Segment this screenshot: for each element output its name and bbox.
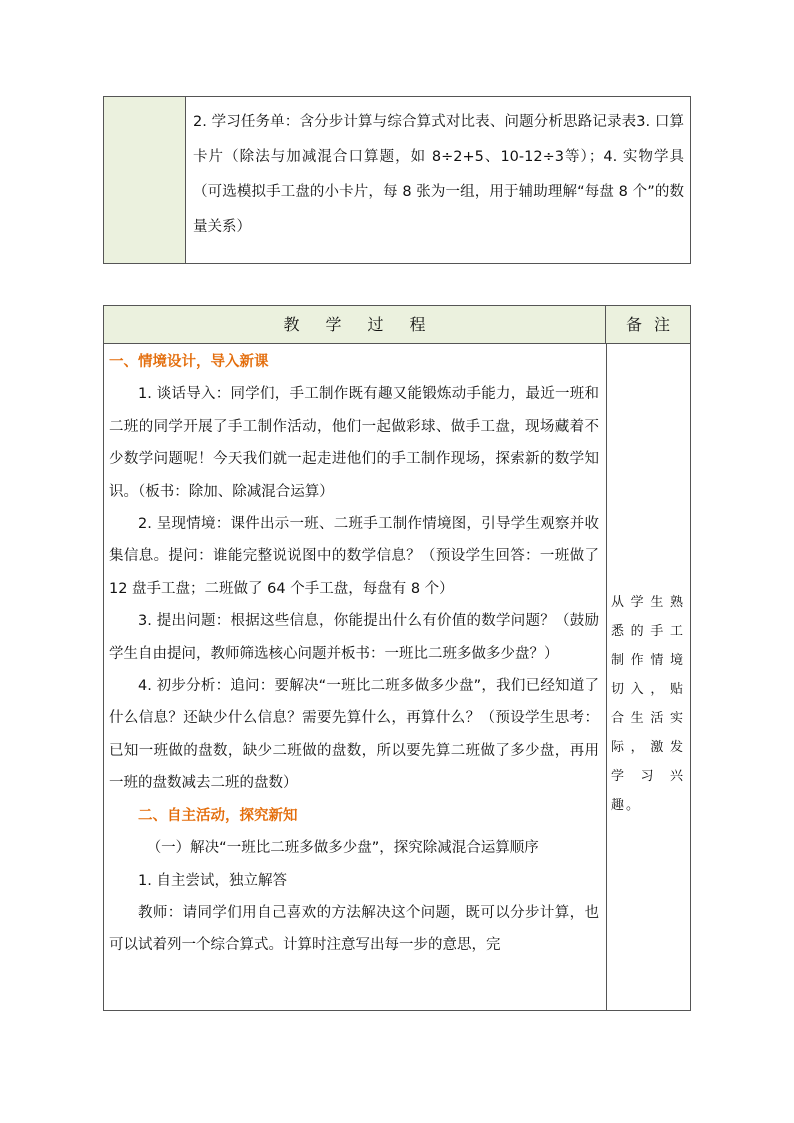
paragraph: 4. 初步分析：追问：要解决“一班比二班多做多少盘”，我们已经知道了什么信息？还缺少什么信息？需要先算什么，再算什么？（预设学生思考：已知一班做的盘数，缺少二班做的盘数，所以要先算二班做了多少盘，再用一班的盘数减去二班的盘数） xyxy=(109,678,599,792)
column-divider xyxy=(606,344,607,1010)
section-heading-explore: 二、自主活动，探究新知 xyxy=(138,807,298,824)
materials-label-cell xyxy=(104,97,186,263)
paragraph: 2. 呈现情境：课件出示一班、二班手工制作情境图，引导学生观察并收集信息。提问：谁能完整说说图中的数学信息？（预设学生回答：一班做了 12 盘手工盘；二班做了 64 个手工盘，每盘有 8 个） xyxy=(109,516,599,597)
materials-table xyxy=(103,96,691,264)
header-teaching-process: 教学过程 xyxy=(104,306,606,343)
header-notes: 备注 xyxy=(625,315,682,334)
materials-content-cell: 2. 学习任务单：含分步计算与综合算式对比表、问题分析思路记录表3. 口算卡片（除法与加减混合口算题，如 8÷2+5、10-12÷3等）；4. 实物学具（可选模拟手工盘的小卡片，每 8 张为一组，用于辅助理解“每盘 8 个”的数量关系） xyxy=(193,114,684,235)
teaching-process-table xyxy=(103,305,691,1011)
paragraph: 1. 谈话导入：同学们，手工制作既有趣又能锻炼动手能力，最近一班和二班的同学开展了手工制作活动，他们一起做彩球、做手工盘，现场藏着不少数学问题呢！今天我们就一起走进他们的手工制作现场，探索新的数学知识。（板书：除加、除减混合运算） xyxy=(109,386,599,500)
paragraph: 教师：请同学们用自己喜欢的方法解决这个问题，既可以分步计算，也可以试着列一个综合算式。计算时注意写出每一步的意思，完 xyxy=(109,904,599,954)
section-heading-intro: 一、情境设计，导入新课 xyxy=(109,354,269,370)
process-content xyxy=(109,346,599,962)
paragraph: 3. 提出问题：根据这些信息，你能提出什么有价值的数学问题？（鼓励学生自由提问，教师筛选核心问题并板书：一班比二班多做多少盘？） xyxy=(109,613,599,662)
table-header-row xyxy=(104,306,690,344)
subsection-heading: （一）解决“一班比二班多做多少盘”，探究除减混合运算顺序 xyxy=(146,840,539,857)
note-text: 从学生熟悉的手工制作情境切入，贴合生活实际，激发学习兴趣。 xyxy=(611,595,685,813)
paragraph: 1. 自主尝试，独立解答 xyxy=(138,872,287,889)
